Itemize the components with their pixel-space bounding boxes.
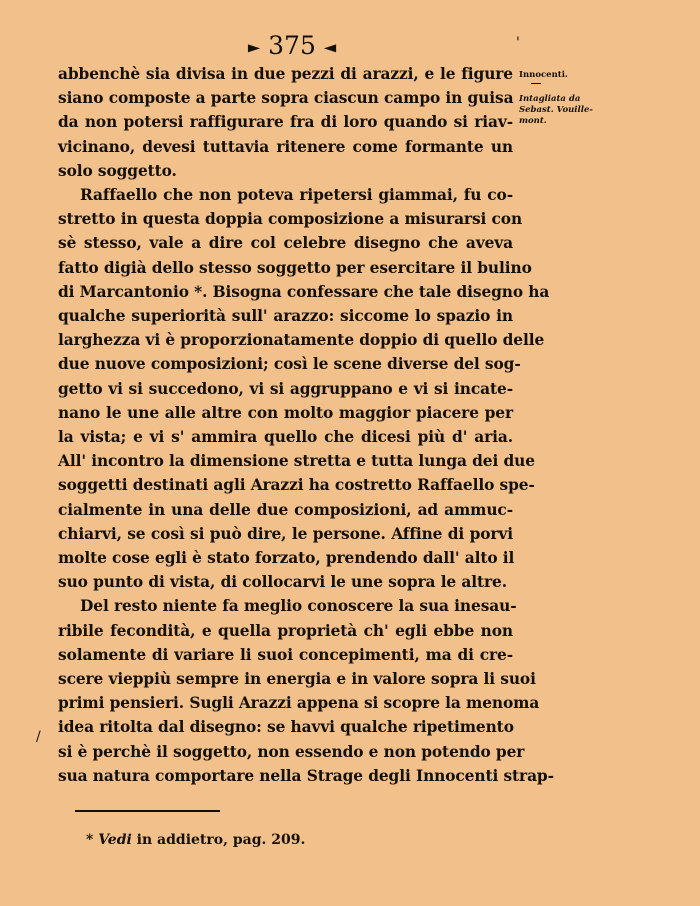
- text-line: abbenchè sia divisa in due pezzi di arazzi, e le figure: [58, 65, 513, 83]
- text-line: Del resto niente fa meglio conoscere la sua inesau-: [80, 597, 517, 616]
- text-line: primi pensieri. Sugli Arazzi appena si scopre la menoma: [58, 694, 540, 713]
- text-line: getto vi si succedono, vi si aggruppano e vi si incate-: [58, 379, 513, 398]
- page-number: 375: [268, 31, 316, 60]
- paragraph: [58, 62, 513, 183]
- margin-note-innocenti: [519, 70, 599, 88]
- footnote: [86, 830, 486, 850]
- footnote-italic: Vedi: [98, 832, 132, 848]
- text-line: siano composte a parte sopra ciascun campo in guisa: [58, 89, 514, 108]
- text-line: da non potersi raffigurare fra di loro quando si riav-: [58, 113, 513, 132]
- footnote-marker: *: [86, 832, 94, 848]
- text-line: fatto digià dello stesso soggetto per esercitare il bulino: [58, 258, 532, 277]
- text-line: di Marcantonio *. Bisogna confessare che tale disegno ha: [58, 282, 550, 301]
- ornament-right-icon: ◄: [323, 37, 337, 57]
- text-line: idea ritolta dal disegno: se havvi qualche ripetimento: [58, 718, 514, 737]
- page-number-header: [232, 30, 352, 62]
- text-line: sua natura comportare nella Strage degli Innocenti strap-: [58, 766, 554, 785]
- text-line: sè stesso, vale a dire col celebre disegno che aveva: [58, 234, 513, 253]
- paragraph: [58, 183, 550, 594]
- text-line: qualche superiorità sull' arazzo: siccome lo spazio in: [58, 307, 513, 326]
- paragraph: [58, 594, 554, 788]
- text-line: suo punto di vista, di collocarvi le une sopra le altre.: [58, 573, 507, 592]
- ornament-left-icon: ►: [247, 37, 261, 57]
- margin-note-engraver: Intagliata da Sebast. Vouille-mont.: [519, 94, 593, 126]
- text-line: Raffaello che non poteva ripetersi giammai, fu co-: [80, 186, 513, 205]
- text-line: ribile fecondità, e quella proprietà ch' egli ebbe non: [58, 621, 513, 640]
- text-line: vicinano, devesi tuttavia ritenere come formante un: [58, 137, 513, 156]
- stray-mark-top: ': [516, 35, 520, 51]
- stray-mark-left: /: [36, 729, 41, 745]
- margin-note-innocenti-text: Innocenti.: [519, 70, 568, 80]
- text-line: solo soggetto.: [58, 161, 177, 180]
- text-line: soggetti destinati agli Arazzi ha costretto Raffaello spe-: [58, 476, 535, 495]
- text-line: nano le une alle altre con molto maggior piacere per: [58, 403, 513, 422]
- text-line: chiarvi, se così si può dire, le persone. Affine di porvi: [58, 524, 513, 543]
- text-line: larghezza vi è proporzionatamente doppio di quello delle: [58, 331, 545, 350]
- text-line: All' incontro la dimensione stretta e tutta lunga dei due: [58, 452, 535, 471]
- text-line: molte cose egli è stato forzato, prendendo dall' alto il: [58, 549, 515, 568]
- text-line: cialmente in una delle due composizioni, ad ammuc-: [58, 500, 513, 519]
- footnote-rule: [75, 810, 220, 812]
- margin-note-divider: [531, 83, 541, 84]
- text-line: due nuove composizioni; così le scene diverse del sog-: [58, 355, 521, 374]
- text-line: stretto in questa doppia composizione a misurarsi con: [58, 210, 523, 229]
- text-line: scere vieppiù sempre in energia e in valore sopra li suoi: [58, 670, 536, 689]
- text-line: si è perchè il soggetto, non essendo e non potendo per: [58, 742, 525, 761]
- text-line: solamente di variare li suoi concepimenti, ma di cre-: [58, 645, 513, 664]
- body-text: [58, 62, 554, 788]
- footnote-text: in addietro, pag. 209.: [136, 832, 306, 848]
- text-line: la vista; e vi s' ammira quello che dicesi più d' aria.: [58, 428, 513, 447]
